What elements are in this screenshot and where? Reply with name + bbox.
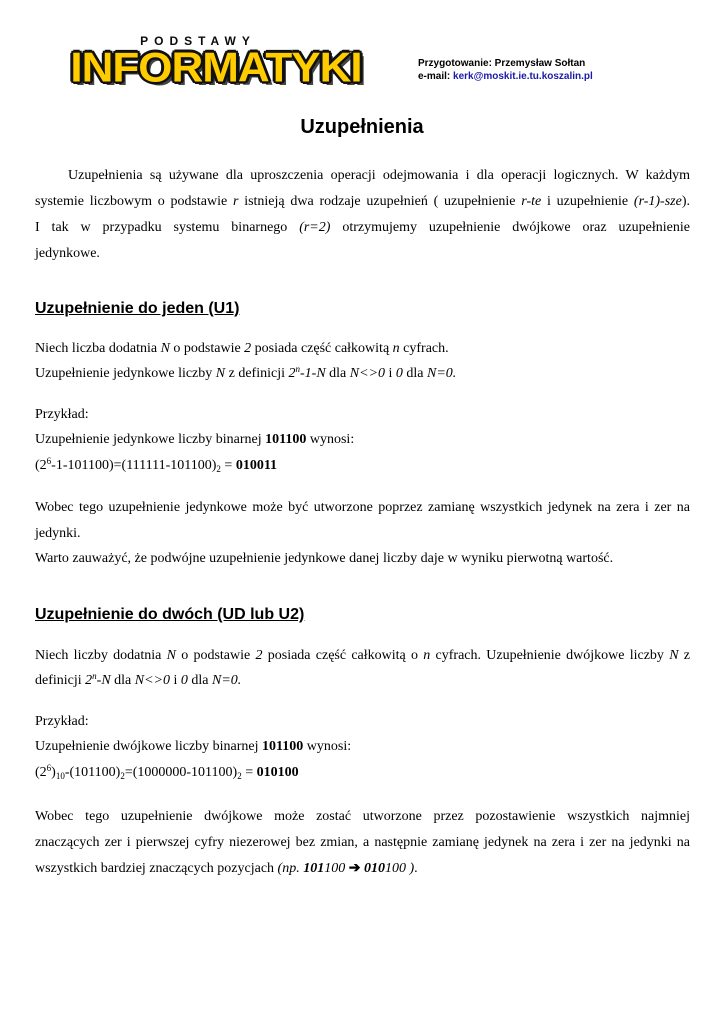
email-label: e-mail: [418, 71, 451, 82]
u1-example-line-1: Uzupełnienie jedynkowe liczby binarnej 101100 wynosi: [35, 432, 355, 447]
u1-note-line-1: Wobec tego uzupełnienie jedynkowe może być utworzone poprzez zamianę wszystkich jedynek na zera i zer na [35, 500, 690, 515]
u2-note-line-2: znaczących zer i pierwszej cyfry niezerowej bez zmian, a następnie zamianę jedynek na zera i zer na jedynki na [35, 835, 690, 850]
u1-note-line-2: jedynki. [35, 526, 81, 541]
u2-example-line-2: $(2^6)_{10}-(101100)_2=(1000000-101100)_2 = 010100$ [35, 763, 299, 781]
u1-note-line-3: Warto zauważyć, że podwójne uzupełnienie jedynkowe danej liczby daje w wyniku pierwotną wartość. [35, 551, 614, 566]
email-line [418, 70, 593, 83]
section-heading-u2: Uzupełnienie do dwóch (UD lub U2) [35, 606, 305, 623]
intro-line-4: jedynkowe. [35, 246, 100, 261]
u2-line-2: definicji 2$^n$-N dla N<>0 i 0 dla N=0. [35, 671, 242, 688]
author-line: Przygotowanie: Przemysław Sołtan [418, 58, 586, 69]
u2-example-line-1: Uzupełnienie dwójkowe liczby binarnej 101100 wynosi: [35, 739, 352, 754]
u1-example-line-2: $(2^6-1-101100)=(111111-101100)_2 = 010011$ [35, 456, 278, 474]
u2-line-1: Niech liczby dodatnia N o podstawie 2 posiada część całkowitą o n cyfrach. Uzupełnienie dwójkowe liczby N z [35, 648, 691, 663]
u1-line-2: Uzupełnienie jedynkowe liczby N z definicji 2$^n$-1-N dla N<>0 i 0 dla N=0. [35, 364, 457, 381]
u2-note-line-1: Wobec tego uzupełnienie dwójkowe może zostać utworzone przez pozostawienie wszystkich najmniej [35, 809, 690, 824]
logo-big-text: INFORMATYKI [70, 44, 362, 91]
intro-line-2: systemie liczbowym o podstawie r istnieją dwa rodzaje uzupełnień ( uzupełnienie r-te i uzupełnienie (r-1)-sze). [35, 194, 691, 209]
section-heading-u1: Uzupełnienie do jeden (U1) [35, 300, 240, 317]
logo-small-text: PODSTAWY [140, 34, 256, 48]
u1-line-1: Niech liczba dodatnia N o podstawie 2 posiada część całkowitą n cyfrach. [35, 341, 449, 356]
page-title: Uzupełnienia [300, 116, 424, 138]
u2-note-line-3: wszystkich bardziej znaczących pozycjach (np. 101100 ➔ 010100 ). [35, 861, 418, 876]
u2-example-label: Przykład: [35, 714, 89, 729]
intro-line-1: Uzupełnienia są używane dla uproszczenia operacji odejmowania i dla operacji logicznych. W każdym [68, 168, 690, 183]
intro-line-3: I tak w przypadku systemu binarnego (r=2) otrzymujemy uzupełnienie dwójkowe oraz uzupełnienie [35, 220, 690, 235]
arrow-right-icon: ➔ [345, 861, 364, 876]
email-link[interactable]: kerk@moskit.ie.tu.koszalin.pl [453, 71, 593, 82]
u1-example-label: Przykład: [35, 407, 89, 422]
